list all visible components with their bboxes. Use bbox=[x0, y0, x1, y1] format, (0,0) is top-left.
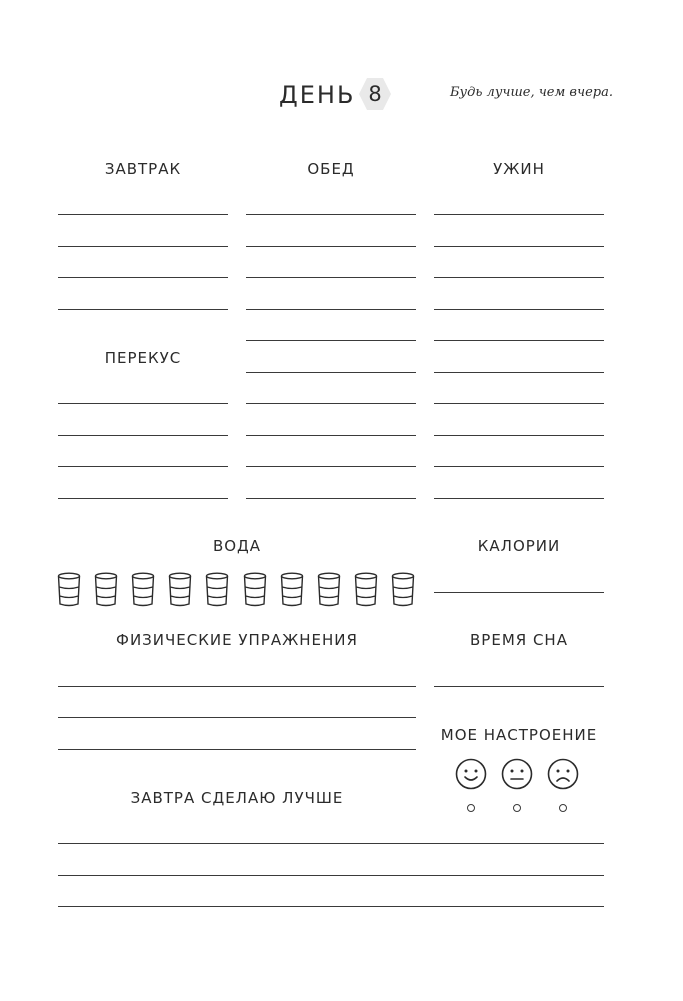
neutral-face-icon bbox=[501, 758, 533, 790]
exercise-heading: ФИЗИЧЕСКИЕ УПРАЖНЕНИЯ bbox=[116, 631, 358, 649]
sleep-line[interactable] bbox=[434, 686, 604, 687]
lunch-line[interactable] bbox=[246, 372, 416, 373]
sad-face-icon bbox=[547, 758, 579, 790]
water-glass-icon[interactable] bbox=[391, 572, 415, 608]
dinner-heading: УЖИН bbox=[493, 160, 545, 178]
mood-happy-radio[interactable] bbox=[467, 804, 475, 812]
mood-neutral-radio[interactable] bbox=[513, 804, 521, 812]
breakfast-line[interactable] bbox=[58, 277, 228, 278]
calories-line[interactable] bbox=[434, 592, 604, 593]
snack-line[interactable] bbox=[58, 466, 228, 467]
water-heading: ВОДА bbox=[212, 537, 262, 555]
snack-line[interactable] bbox=[58, 403, 228, 404]
lunch-line[interactable] bbox=[246, 309, 416, 310]
dinner-line[interactable] bbox=[434, 403, 604, 404]
snack-line[interactable] bbox=[58, 435, 228, 436]
calories-heading: КАЛОРИИ bbox=[477, 537, 561, 555]
water-glass-icon[interactable] bbox=[317, 572, 341, 608]
dinner-line[interactable] bbox=[434, 340, 604, 341]
breakfast-line[interactable] bbox=[58, 246, 228, 247]
day-number: 8 bbox=[368, 82, 382, 106]
lunch-line[interactable] bbox=[246, 498, 416, 499]
dinner-line[interactable] bbox=[434, 214, 604, 215]
water-glass-icon[interactable] bbox=[243, 572, 267, 608]
lunch-line[interactable] bbox=[246, 466, 416, 467]
tomorrow-line[interactable] bbox=[58, 843, 604, 844]
mood-heading: МОЕ НАСТРОЕНИЕ bbox=[440, 726, 598, 744]
lunch-line[interactable] bbox=[246, 214, 416, 215]
day-title: ДЕНЬ bbox=[279, 81, 356, 109]
happy-face-icon bbox=[455, 758, 487, 790]
motto: Будь лучше, чем вчера. bbox=[450, 85, 613, 100]
tomorrow-line[interactable] bbox=[58, 906, 604, 907]
tomorrow-heading: ЗАВТРА СДЕЛАЮ ЛУЧШЕ bbox=[130, 789, 344, 807]
sleep-heading: ВРЕМЯ СНА bbox=[470, 631, 568, 649]
dinner-line[interactable] bbox=[434, 372, 604, 373]
snack-line[interactable] bbox=[58, 498, 228, 499]
lunch-line[interactable] bbox=[246, 340, 416, 341]
lunch-line[interactable] bbox=[246, 246, 416, 247]
lunch-heading: ОБЕД bbox=[307, 160, 355, 178]
water-glass-icon[interactable] bbox=[94, 572, 118, 608]
dinner-line[interactable] bbox=[434, 277, 604, 278]
water-glass-icon[interactable] bbox=[57, 572, 81, 608]
water-glass-icon[interactable] bbox=[354, 572, 378, 608]
lunch-line[interactable] bbox=[246, 403, 416, 404]
snack-heading: ПЕРЕКУС bbox=[104, 349, 182, 367]
exercise-line[interactable] bbox=[58, 686, 416, 687]
dinner-line[interactable] bbox=[434, 246, 604, 247]
lunch-line[interactable] bbox=[246, 277, 416, 278]
exercise-line[interactable] bbox=[58, 717, 416, 718]
dinner-line[interactable] bbox=[434, 435, 604, 436]
breakfast-line[interactable] bbox=[58, 309, 228, 310]
breakfast-line[interactable] bbox=[58, 214, 228, 215]
water-glass-icon[interactable] bbox=[280, 572, 304, 608]
breakfast-heading: ЗАВТРАК bbox=[104, 160, 182, 178]
mood-sad-radio[interactable] bbox=[559, 804, 567, 812]
dinner-line[interactable] bbox=[434, 466, 604, 467]
dinner-line[interactable] bbox=[434, 309, 604, 310]
lunch-line[interactable] bbox=[246, 435, 416, 436]
water-glass-icon[interactable] bbox=[168, 572, 192, 608]
dinner-line[interactable] bbox=[434, 498, 604, 499]
tomorrow-line[interactable] bbox=[58, 875, 604, 876]
water-glass-icon[interactable] bbox=[131, 572, 155, 608]
water-glass-icon[interactable] bbox=[205, 572, 229, 608]
exercise-line[interactable] bbox=[58, 749, 416, 750]
